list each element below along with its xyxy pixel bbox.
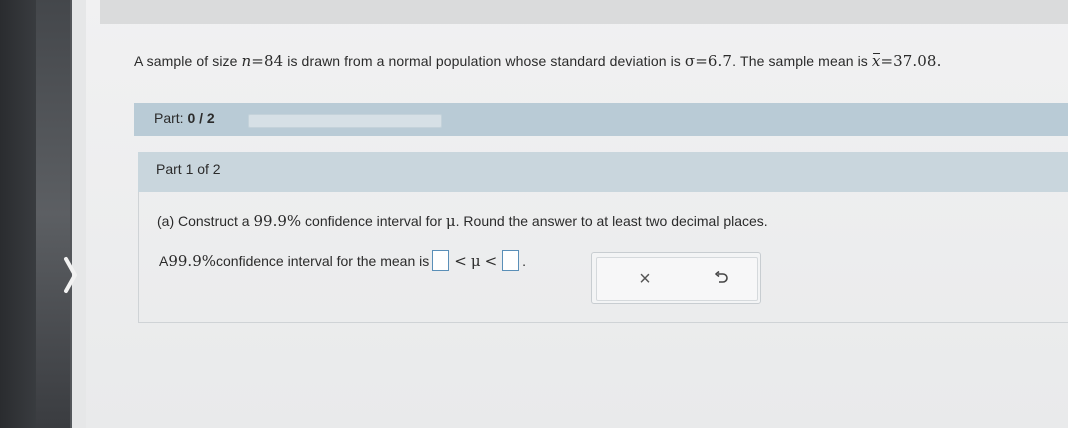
period: . (522, 252, 527, 269)
part-progress-label (154, 110, 215, 126)
question-panel (138, 192, 1068, 323)
n-value: 84 (263, 52, 284, 70)
part-header-title: Part 1 of 2 (156, 161, 221, 177)
collapse-sidebar-handle[interactable] (56, 240, 86, 310)
undo-button[interactable] (709, 267, 733, 291)
mean-value: 37.08 (893, 52, 937, 70)
top-band (100, 0, 1068, 24)
problem-text: is drawn from a normal population whose standard deviation is (283, 53, 685, 69)
part-progress-bar (134, 103, 1068, 136)
n-symbol: n (241, 52, 252, 70)
answer-text: confidence interval for the mean is (216, 252, 430, 269)
mean-expression (872, 52, 942, 70)
part-header (138, 152, 1068, 192)
upper-bound-input[interactable] (502, 250, 519, 271)
chevron-right-icon (63, 255, 79, 295)
equals-sign: = (695, 52, 708, 70)
answer-row (159, 250, 526, 271)
problem-text: A sample of size (134, 53, 242, 69)
mu-symbol: μ (470, 251, 481, 270)
close-icon: × (639, 267, 651, 290)
answer-text: A (159, 252, 169, 269)
clear-button[interactable] (633, 267, 657, 291)
sidebar-strip (36, 0, 70, 428)
undo-icon (714, 271, 728, 287)
sigma-symbol: σ (684, 52, 696, 70)
problem-text: . The sample mean is (732, 53, 872, 69)
sigma-expression (685, 52, 732, 70)
less-than-sign: < (484, 251, 498, 270)
n-expression (242, 52, 284, 70)
period: . (936, 52, 942, 70)
left-sidebar (0, 0, 72, 428)
question-text (157, 212, 768, 230)
content-panel (86, 0, 1068, 428)
question-text-part: confidence interval for (301, 213, 446, 229)
confidence-percent: 99.9% (253, 212, 302, 230)
progress-track (248, 114, 442, 128)
progress-label-text: Part: (154, 110, 184, 126)
progress-value: 0 / 2 (187, 110, 215, 126)
equals-sign: = (880, 52, 894, 70)
lower-bound-input[interactable] (432, 250, 449, 271)
answer-action-panel (591, 252, 761, 304)
confidence-percent: 99.9% (168, 251, 216, 270)
action-panel-inner (596, 257, 758, 301)
question-text-part: . Round the answer to at least two decimal places. (455, 213, 768, 229)
question-text-part: (a) Construct a (157, 213, 254, 229)
x-bar-symbol: x (871, 52, 881, 70)
problem-statement (134, 52, 1054, 70)
less-than-sign: < (454, 251, 467, 270)
mu-symbol: μ (445, 212, 456, 230)
equals-sign: = (251, 52, 264, 70)
sigma-value: 6.7 (707, 52, 733, 70)
